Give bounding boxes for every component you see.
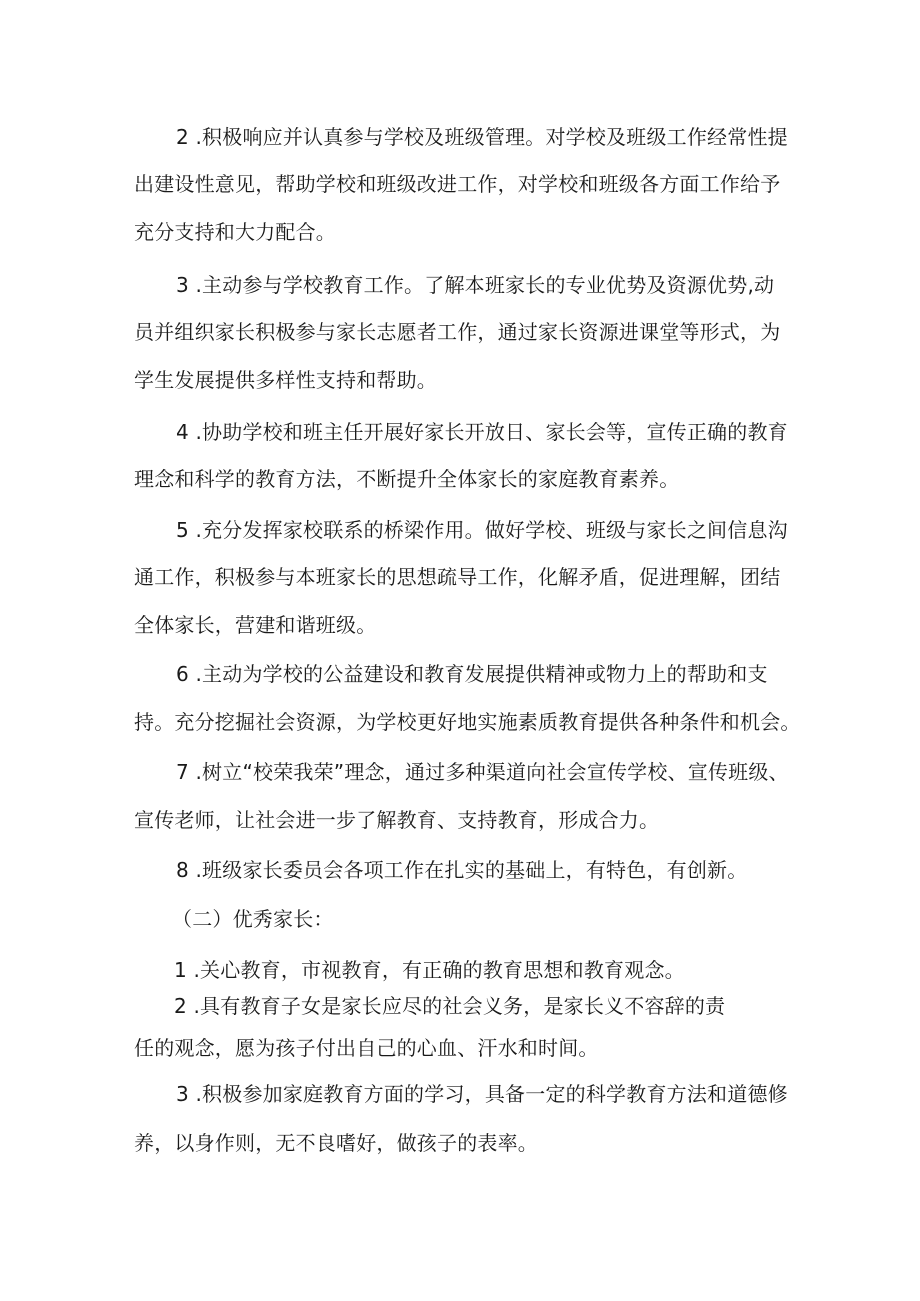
paragraph-5-line-3: 全体家长，营建和谐班级。 [134,613,377,637]
excellent-parent-item-2-line-1: 2 .具有教育子女是家长应尽的社会义务，是家长义不容辞的责 [174,994,726,1018]
paragraph-3-line-1: 3 .主动参与学校教育工作。了解本班家长的专业优势及资源优势,动 [176,273,775,297]
excellent-parent-item-1-line-1: 1 .关心教育，市视教育，有正确的教育思想和教育观念。 [174,958,685,982]
paragraph-2-line-3: 充分支持和大力配合。 [134,220,336,244]
paragraph-3-line-3: 学生发展提供多样性支持和帮助。 [134,368,437,392]
paragraph-4-line-2: 理念和科学的教育方法，不断提升全体家长的家庭教育素养。 [134,467,680,491]
paragraph-2-line-1: 2 .积极响应并认真参与学校及班级管理。对学校及班级工作经常性提 [176,125,788,149]
excellent-parent-item-3-line-1: 3 .积极参加家庭教育方面的学习，具备一定的科学教育方法和道德修 [176,1082,788,1106]
paragraph-8-line-1: 8 .班级家长委员会各项工作在扎实的基础上，有特色，有创新。 [176,858,748,882]
paragraph-2-line-2: 出建设性意见，帮助学校和班级改进工作，对学校和班级各方面工作给予 [134,172,781,196]
paragraph-7-line-2: 宣传老师，让社会进一步了解教育、支持教育，形成合力。 [134,808,660,832]
paragraph-6-line-1: 6 .主动为学校的公益建设和教育发展提供精神或物力上的帮助和支 [176,662,768,686]
excellent-parent-item-2-line-2: 任的观念，愿为孩子付出自己的心血、汗水和时间。 [134,1036,599,1060]
paragraph-5-line-2: 通工作，积极参与本班家长的思想疏导工作，化解矛盾，促进理解，团结 [134,565,781,589]
paragraph-7-line-1: 7 .树立“校荣我荣”理念，通过多种渠道向社会宣传学校、宣传班级、 [176,760,789,784]
paragraph-6-line-2: 持。充分挖掘社会资源，为学校更好地实施素质教育提供各种条件和机会。 [134,710,801,734]
excellent-parent-item-3-line-2: 养，以身作则，无不良嗜好，做孩子的表率。 [134,1131,538,1155]
paragraph-3-line-2: 员并组织家长积极参与家长志愿者工作，通过家长资源进课堂等形式，为 [134,320,781,344]
paragraph-5-line-1: 5 .充分发挥家校联系的桥梁作用。做好学校、班级与家长之间信息沟 [176,518,788,542]
section-heading: （二）优秀家长： [172,907,334,931]
paragraph-4-line-1: 4 .协助学校和班主任开展好家长开放日、家长会等，宣传正确的教育 [176,420,788,444]
